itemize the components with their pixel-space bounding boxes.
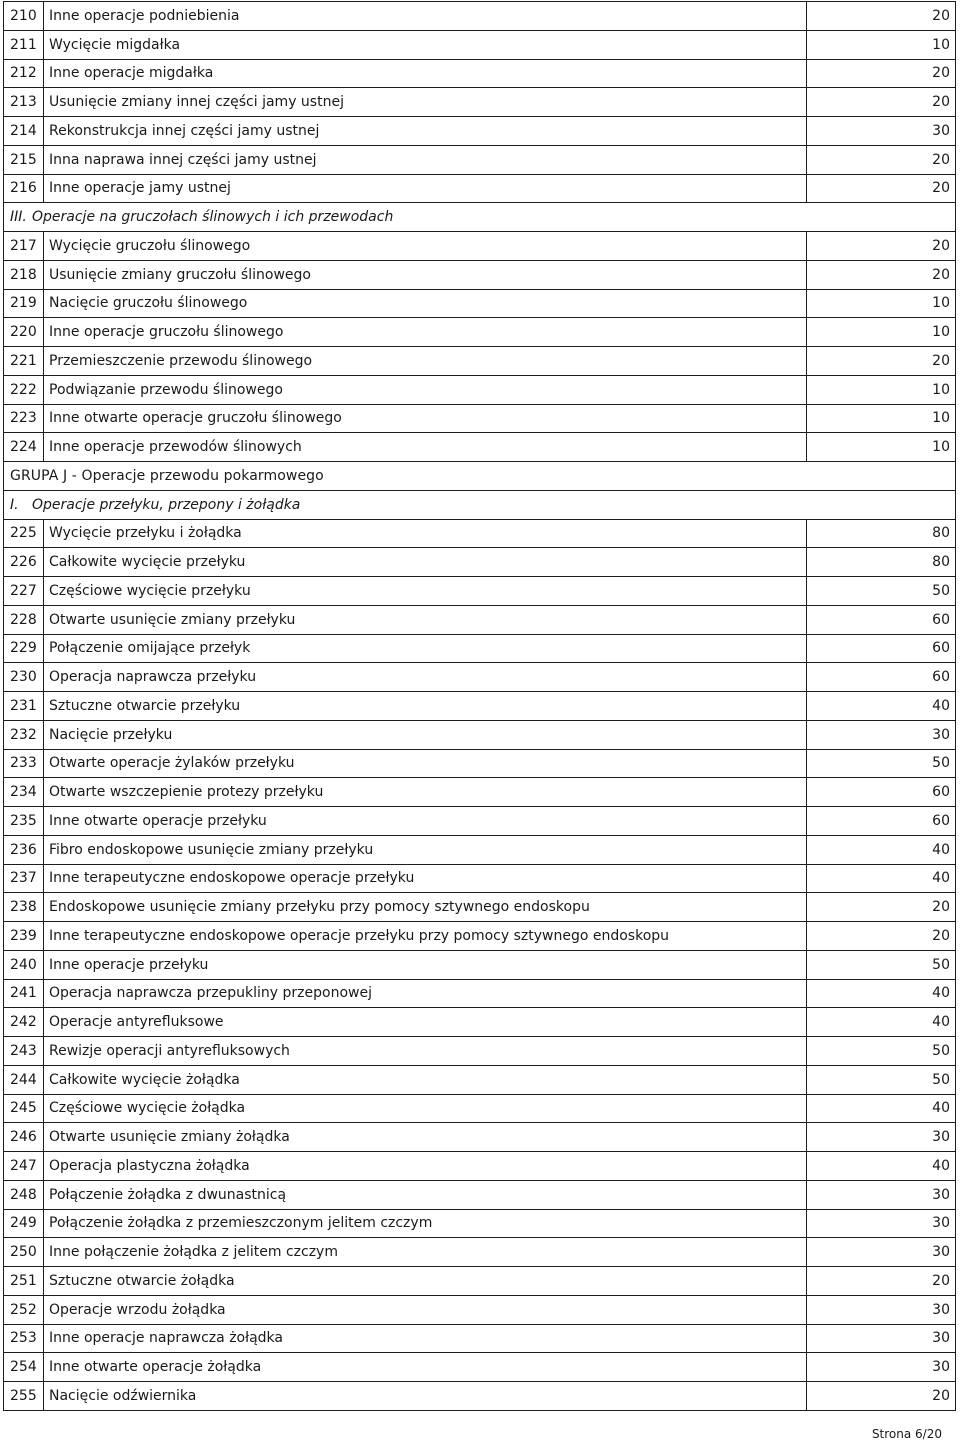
procedure-number: 226 (4, 548, 44, 577)
procedure-number: 236 (4, 835, 44, 864)
table-row (4, 404, 956, 433)
procedure-number: 217 (4, 232, 44, 261)
procedure-number: 211 (4, 30, 44, 59)
procedure-number: 247 (4, 1152, 44, 1181)
procedure-points: 30 (807, 1353, 956, 1382)
section-numeral: III. (10, 209, 27, 226)
procedure-name: Otwarte wszczepienie protezy przełyku (44, 778, 807, 807)
procedure-name: Sztuczne otwarcie przełyku (44, 692, 807, 721)
procedure-points: 10 (807, 404, 956, 433)
procedure-name: Inne otwarte operacje gruczołu ślinowego (44, 404, 807, 433)
procedure-name: Usunięcie zmiany innej części jamy ustnej (44, 88, 807, 117)
table-row (4, 1008, 956, 1037)
procedure-name: Nacięcie odźwiernika (44, 1382, 807, 1411)
procedure-points: 30 (807, 1238, 956, 1267)
procedure-name: Inne operacje podniebienia (44, 2, 807, 31)
procedure-number: 215 (4, 145, 44, 174)
procedure-name: Całkowite wycięcie żołądka (44, 1065, 807, 1094)
procedure-points: 50 (807, 749, 956, 778)
table-row (4, 260, 956, 289)
procedure-points: 20 (807, 893, 956, 922)
procedure-number: 240 (4, 950, 44, 979)
procedure-name: Usunięcie zmiany gruczołu ślinowego (44, 260, 807, 289)
procedure-name: Inne otwarte operacje przełyku (44, 807, 807, 836)
procedure-points: 20 (807, 347, 956, 376)
table-row (4, 979, 956, 1008)
procedure-name: Inna naprawa innej części jamy ustnej (44, 145, 807, 174)
procedure-points: 40 (807, 864, 956, 893)
table-row (4, 1180, 956, 1209)
procedure-name: Inne połączenie żołądka z jelitem czczym (44, 1238, 807, 1267)
procedure-points: 30 (807, 1295, 956, 1324)
procedure-points: 30 (807, 1123, 956, 1152)
procedure-number: 216 (4, 174, 44, 203)
page-number: Strona 6/20 (871, 1427, 942, 1441)
table-row (4, 433, 956, 462)
table-row (4, 318, 956, 347)
table-row (4, 519, 956, 548)
procedure-points: 20 (807, 1382, 956, 1411)
document-page (3, 1, 956, 1411)
procedure-points: 20 (807, 922, 956, 951)
table-row (4, 88, 956, 117)
table-row (4, 778, 956, 807)
procedure-name: Inne operacje jamy ustnej (44, 174, 807, 203)
procedure-points: 40 (807, 835, 956, 864)
procedure-number: 223 (4, 404, 44, 433)
section-header-row (4, 490, 956, 519)
procedure-points: 60 (807, 663, 956, 692)
procedure-name: Operacja naprawcza przełyku (44, 663, 807, 692)
procedure-points: 20 (807, 88, 956, 117)
procedure-number: 227 (4, 577, 44, 606)
procedure-number: 220 (4, 318, 44, 347)
procedure-points: 30 (807, 1209, 956, 1238)
procedure-name: Nacięcie przełyku (44, 720, 807, 749)
procedure-table-body (4, 2, 956, 1411)
procedure-number: 238 (4, 893, 44, 922)
group-header: GRUPA J - Operacje przewodu pokarmowego (4, 462, 956, 491)
procedure-points: 30 (807, 720, 956, 749)
procedure-number: 234 (4, 778, 44, 807)
table-row (4, 1324, 956, 1353)
procedure-name: Endoskopowe usunięcie zmiany przełyku przy pomocy sztywnego endoskopu (44, 893, 807, 922)
procedure-name: Fibro endoskopowe usunięcie zmiany przełyku (44, 835, 807, 864)
procedure-points: 20 (807, 174, 956, 203)
procedure-name: Inne terapeutyczne endoskopowe operacje przełyku (44, 864, 807, 893)
procedure-number: 251 (4, 1267, 44, 1296)
procedure-points: 20 (807, 145, 956, 174)
table-row (4, 893, 956, 922)
procedure-name: Podwiązanie przewodu ślinowego (44, 375, 807, 404)
section-header-row (4, 203, 956, 232)
procedure-name: Całkowite wycięcie przełyku (44, 548, 807, 577)
procedure-name: Operacje wrzodu żołądka (44, 1295, 807, 1324)
procedure-name: Połączenie żołądka z przemieszczonym jelitem czczym (44, 1209, 807, 1238)
procedure-name: Połączenie omijające przełyk (44, 634, 807, 663)
procedure-number: 253 (4, 1324, 44, 1353)
procedure-name: Otwarte operacje żylaków przełyku (44, 749, 807, 778)
table-row (4, 1094, 956, 1123)
procedure-points: 50 (807, 950, 956, 979)
procedure-number: 249 (4, 1209, 44, 1238)
procedure-number: 245 (4, 1094, 44, 1123)
procedure-points: 40 (807, 979, 956, 1008)
table-row (4, 1152, 956, 1181)
table-row (4, 145, 956, 174)
procedure-number: 225 (4, 519, 44, 548)
procedure-number: 244 (4, 1065, 44, 1094)
procedure-table (3, 1, 956, 1411)
table-row (4, 174, 956, 203)
procedure-points: 60 (807, 807, 956, 836)
procedure-name: Częściowe wycięcie żołądka (44, 1094, 807, 1123)
procedure-name: Operacje antyrefluksowe (44, 1008, 807, 1037)
procedure-name: Przemieszczenie przewodu ślinowego (44, 347, 807, 376)
procedure-number: 248 (4, 1180, 44, 1209)
table-row (4, 835, 956, 864)
procedure-points: 20 (807, 2, 956, 31)
table-row (4, 720, 956, 749)
table-row (4, 749, 956, 778)
procedure-points: 10 (807, 375, 956, 404)
procedure-points: 80 (807, 548, 956, 577)
procedure-name: Rekonstrukcja innej części jamy ustnej (44, 117, 807, 146)
procedure-number: 237 (4, 864, 44, 893)
procedure-points: 80 (807, 519, 956, 548)
section-title: Operacje na gruczołach ślinowych i ich przewodach (32, 209, 394, 226)
procedure-name: Wycięcie gruczołu ślinowego (44, 232, 807, 261)
table-row (4, 1238, 956, 1267)
table-row (4, 1065, 956, 1094)
procedure-name: Inne operacje przełyku (44, 950, 807, 979)
procedure-number: 228 (4, 605, 44, 634)
procedure-name: Inne operacje gruczołu ślinowego (44, 318, 807, 347)
table-row (4, 1353, 956, 1382)
procedure-points: 30 (807, 1324, 956, 1353)
procedure-name: Częściowe wycięcie przełyku (44, 577, 807, 606)
procedure-number: 246 (4, 1123, 44, 1152)
table-row (4, 548, 956, 577)
table-row (4, 232, 956, 261)
procedure-points: 10 (807, 318, 956, 347)
procedure-name: Operacja naprawcza przepukliny przeponowej (44, 979, 807, 1008)
table-row (4, 289, 956, 318)
procedure-name: Nacięcie gruczołu ślinowego (44, 289, 807, 318)
table-row (4, 375, 956, 404)
table-row (4, 922, 956, 951)
table-row (4, 692, 956, 721)
procedure-number: 250 (4, 1238, 44, 1267)
procedure-points: 20 (807, 1267, 956, 1296)
procedure-number: 241 (4, 979, 44, 1008)
procedure-points: 10 (807, 433, 956, 462)
group-header-row (4, 462, 956, 491)
procedure-points: 60 (807, 634, 956, 663)
procedure-name: Otwarte usunięcie zmiany przełyku (44, 605, 807, 634)
procedure-name: Połączenie żołądka z dwunastnicą (44, 1180, 807, 1209)
section-title: Operacje przełyku, przepony i żołądka (32, 496, 301, 513)
procedure-number: 230 (4, 663, 44, 692)
table-row (4, 117, 956, 146)
table-row (4, 347, 956, 376)
procedure-name: Inne otwarte operacje żołądka (44, 1353, 807, 1382)
procedure-number: 255 (4, 1382, 44, 1411)
procedure-number: 212 (4, 59, 44, 88)
procedure-name: Sztuczne otwarcie żołądka (44, 1267, 807, 1296)
procedure-name: Inne terapeutyczne endoskopowe operacje przełyku przy pomocy sztywnego endoskopu (44, 922, 807, 951)
procedure-number: 254 (4, 1353, 44, 1382)
procedure-points: 50 (807, 1037, 956, 1066)
table-row (4, 1209, 956, 1238)
procedure-number: 222 (4, 375, 44, 404)
procedure-number: 229 (4, 634, 44, 663)
procedure-number: 218 (4, 260, 44, 289)
procedure-points: 40 (807, 1094, 956, 1123)
procedure-number: 224 (4, 433, 44, 462)
procedure-number: 213 (4, 88, 44, 117)
procedure-number: 214 (4, 117, 44, 146)
procedure-number: 239 (4, 922, 44, 951)
procedure-number: 233 (4, 749, 44, 778)
procedure-name: Inne operacje migdałka (44, 59, 807, 88)
procedure-name: Otwarte usunięcie zmiany żołądka (44, 1123, 807, 1152)
table-row (4, 1037, 956, 1066)
procedure-points: 20 (807, 232, 956, 261)
table-row (4, 634, 956, 663)
procedure-points: 40 (807, 1008, 956, 1037)
procedure-number: 252 (4, 1295, 44, 1324)
table-row (4, 1123, 956, 1152)
procedure-points: 50 (807, 577, 956, 606)
procedure-points: 50 (807, 1065, 956, 1094)
procedure-number: 221 (4, 347, 44, 376)
procedure-number: 235 (4, 807, 44, 836)
procedure-name: Rewizje operacji antyrefluksowych (44, 1037, 807, 1066)
section-header (4, 203, 956, 232)
procedure-number: 210 (4, 2, 44, 31)
procedure-name: Inne operacje naprawcza żołądka (44, 1324, 807, 1353)
procedure-number: 219 (4, 289, 44, 318)
procedure-number: 231 (4, 692, 44, 721)
table-row (4, 1382, 956, 1411)
table-row (4, 663, 956, 692)
table-row (4, 950, 956, 979)
table-row (4, 1295, 956, 1324)
procedure-points: 40 (807, 692, 956, 721)
procedure-name: Wycięcie przełyku i żołądka (44, 519, 807, 548)
table-row (4, 807, 956, 836)
procedure-points: 60 (807, 778, 956, 807)
procedure-points: 40 (807, 1152, 956, 1181)
procedure-name: Inne operacje przewodów ślinowych (44, 433, 807, 462)
table-row (4, 59, 956, 88)
procedure-number: 242 (4, 1008, 44, 1037)
table-row (4, 2, 956, 31)
section-numeral: I. (10, 496, 19, 513)
procedure-points: 20 (807, 260, 956, 289)
procedure-points: 20 (807, 59, 956, 88)
procedure-points: 60 (807, 605, 956, 634)
table-row (4, 605, 956, 634)
table-row (4, 30, 956, 59)
procedure-points: 30 (807, 117, 956, 146)
procedure-number: 232 (4, 720, 44, 749)
procedure-name: Wycięcie migdałka (44, 30, 807, 59)
table-row (4, 864, 956, 893)
table-row (4, 577, 956, 606)
table-row (4, 1267, 956, 1296)
procedure-name: Operacja plastyczna żołądka (44, 1152, 807, 1181)
section-header (4, 490, 956, 519)
procedure-number: 243 (4, 1037, 44, 1066)
procedure-points: 30 (807, 1180, 956, 1209)
procedure-points: 10 (807, 289, 956, 318)
procedure-points: 10 (807, 30, 956, 59)
